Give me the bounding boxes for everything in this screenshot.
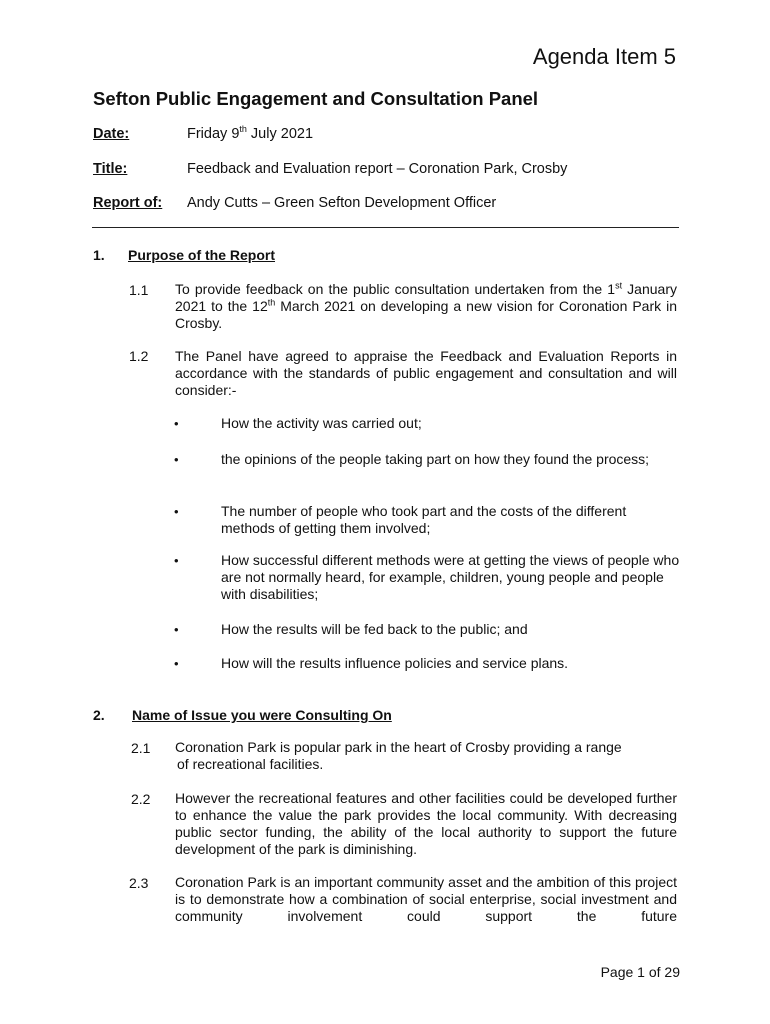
list-item: How the results will be fed back to the public; and — [221, 621, 528, 637]
paragraph-1-1-text: To provide feedback on the public consultation undertaken from the 1st January 2021 to the 12th March 2021 on developing a new vision for Coronation Park in Crosby. — [175, 280, 677, 331]
page-title: Sefton Public Engagement and Consultation Panel — [93, 88, 539, 109]
agenda-item-label: Agenda Item 5 — [532, 44, 676, 69]
divider — [92, 227, 679, 228]
bullet-icon: • — [174, 622, 179, 637]
section-1-heading: Purpose of the Report — [128, 247, 276, 263]
paragraph-1-2-text: The Panel have agreed to appraise the Feedback and Evaluation Reports in accordance with the standards of public engagement and consultation and will consider:- — [175, 348, 677, 398]
date-label: Date: — [93, 126, 130, 142]
section-2-number: 2. — [93, 707, 105, 723]
paragraph-2-1-text: Coronation Park is popular park in the heart of Crosby providing a range of recreational facilities. — [175, 739, 622, 772]
bullet-icon: • — [174, 416, 179, 431]
paragraph-2-2-number: 2.2 — [131, 791, 151, 807]
list-item: How the activity was carried out; — [221, 415, 422, 431]
section-1-number: 1. — [93, 247, 105, 263]
bullet-icon: • — [174, 656, 179, 671]
paragraph-1-1-number: 1.1 — [129, 282, 149, 298]
paragraph-2-3-text: Coronation Park is an important community asset and the ambition of this project is to demonstrate how a combination of social enterprise, social investment and community involvement could support the future — [175, 874, 677, 924]
title-label: Title: — [93, 161, 128, 177]
paragraph-2-1-number: 2.1 — [131, 740, 151, 756]
list-item: the opinions of the people taking part on how they found the process; — [221, 451, 650, 467]
list-item: How will the results influence policies and service plans. — [221, 655, 569, 671]
list-item: How successful different methods were at getting the views of people who are not normally heard, for example, children, young people and people with disabilities; — [221, 552, 680, 602]
paragraph-2-3-number: 2.3 — [129, 875, 149, 891]
paragraph-2-2-text: However the recreational features and other facilities could be developed further to enhance the value the park provides the local community. With decreasing public sector funding, the ability of the local authority to support the future development of the park is diminishing. — [175, 790, 677, 857]
list-item: The number of people who took part and the costs of the different methods of getting them involved; — [221, 503, 627, 536]
report-of-label: Report of: — [93, 195, 163, 211]
date-value: Friday 9th July 2021 — [187, 124, 314, 142]
section-2-heading: Name of Issue you were Consulting On — [132, 707, 392, 723]
paragraph-1-2-number: 1.2 — [129, 348, 149, 364]
bullet-icon: • — [174, 504, 179, 519]
title-value: Feedback and Evaluation report – Coronation Park, Crosby — [187, 161, 568, 177]
bullet-icon: • — [174, 553, 179, 568]
bullet-icon: • — [174, 452, 179, 467]
report-of-value: Andy Cutts – Green Sefton Development Officer — [187, 195, 497, 211]
page-number: Page 1 of 29 — [600, 964, 680, 980]
